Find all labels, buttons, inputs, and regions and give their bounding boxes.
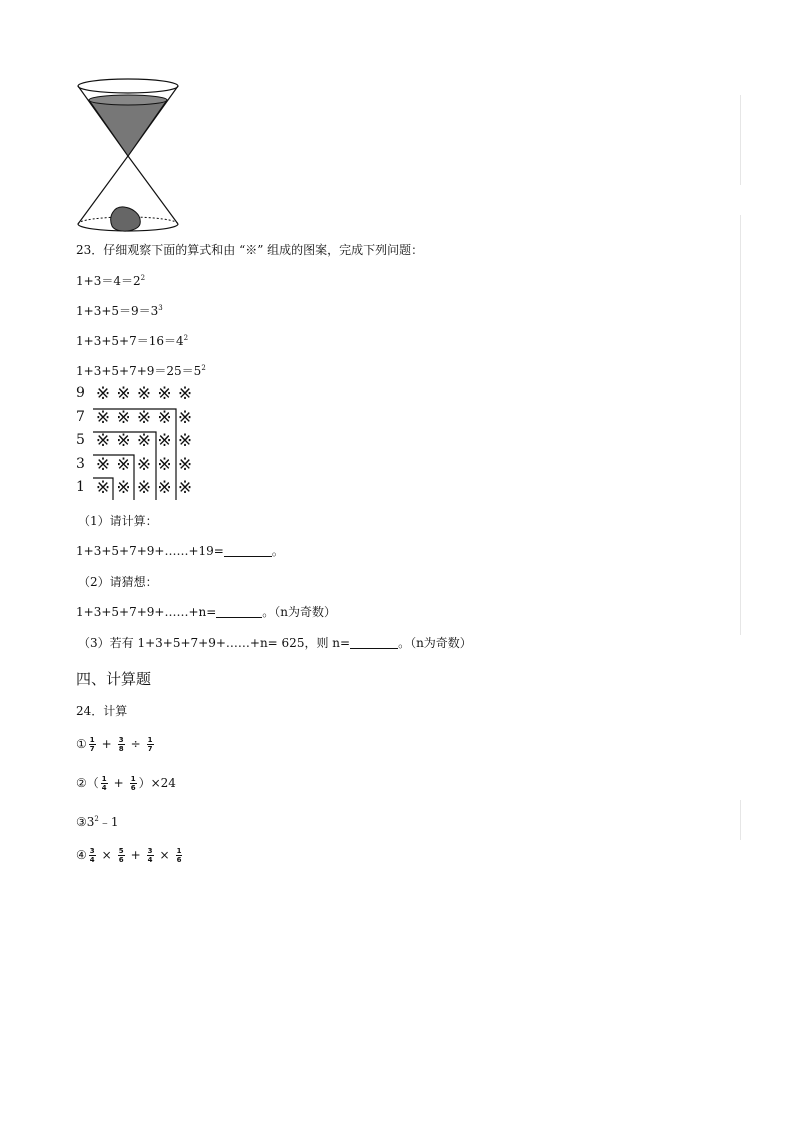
pattern-symbol: ※: [157, 407, 172, 428]
part1-question: 1+3+5+7+9+……+19= 。: [76, 544, 284, 558]
page-edge-line: [740, 800, 741, 840]
section-heading: 四、计算题: [76, 670, 152, 688]
page-edge-line: [740, 95, 741, 185]
pattern-symbol: ※: [136, 454, 152, 475]
equation-3: $1+3+5+7=16=4^2$: [76, 334, 189, 348]
pattern-symbol: ※: [116, 431, 131, 451]
pattern-row-label: 5: [76, 432, 85, 448]
pattern-symbol: ※: [177, 384, 193, 404]
pattern-symbol: ※: [95, 407, 111, 428]
q23-stem: 23．仔细观察下面的算式和由 “※” 组成的图案，完成下列问题：: [76, 243, 424, 257]
answer-blank[interactable]: [350, 637, 398, 649]
part2-question: 1+3+5+7+9+……+n= 。（n为奇数）: [76, 605, 337, 619]
calc-item-1: ① $\frac{1}{7}$ + $\frac{3}{8}$ ÷ $\frac{1}{7}$: [76, 735, 153, 753]
pattern-symbol: ※: [136, 478, 152, 498]
equation-4: $1+3+5+7+9=25=5^2$: [76, 364, 206, 378]
pattern-row-label: 9: [76, 385, 85, 401]
pattern-symbol: ※: [136, 384, 152, 404]
pattern-symbol: ※: [177, 478, 193, 498]
fraction: $\frac{3}{4}$: [147, 846, 153, 864]
pattern-symbol: ※: [157, 431, 172, 451]
fraction: $\frac{3}{8}$: [118, 735, 124, 753]
calc-item-4: ④ $\frac{3}{4}$ × $\frac{5}{6}$ + $\frac{3}{4}$ × $\frac{1}{6}$: [76, 846, 182, 864]
answer-blank[interactable]: [224, 545, 272, 557]
fraction: $\frac{1}{6}$: [130, 774, 136, 792]
pattern-symbol: ※: [116, 478, 131, 498]
pattern-symbol: ※: [177, 431, 193, 451]
part2-label: （2）请猜想：: [78, 575, 158, 589]
calc-item-3: $③3^2﹣1$: [76, 815, 119, 829]
pattern-symbol: ※: [136, 431, 152, 451]
part3-question: （3）若有 1+3+5+7+9+……+n= 625，则 n= 。（n为奇数）: [78, 636, 472, 650]
pattern-symbol: ※: [95, 454, 111, 475]
pattern-symbol: ※: [157, 478, 172, 498]
page-edge-line: [740, 215, 741, 635]
equation-1: $1+3=4=2^2$: [76, 274, 146, 288]
calc-item-2: ② （ $\frac{1}{4}$ + $\frac{1}{6}$ ） ×24: [76, 774, 176, 792]
q24-title: 24．计算: [76, 704, 128, 718]
pattern-symbol: ※: [95, 384, 111, 404]
pattern-symbol: ※: [95, 431, 111, 451]
pattern-symbol: ※: [116, 407, 131, 428]
double-cone-figure: [74, 74, 184, 236]
pattern-symbol: ※: [177, 407, 193, 428]
fraction: $\frac{3}{4}$: [89, 846, 95, 864]
pattern-row-label: 7: [76, 408, 85, 425]
pattern-symbol: ※: [177, 454, 193, 475]
pattern-symbol: ※: [95, 478, 111, 498]
fraction: $\frac{1}{7}$: [147, 735, 153, 753]
part1-label: （1）请计算：: [78, 514, 158, 528]
fraction: $\frac{1}{6}$: [176, 846, 182, 864]
fraction: $\frac{1}{4}$: [101, 774, 107, 792]
pattern-row-label: 3: [76, 455, 85, 472]
fraction: $\frac{5}{6}$: [118, 846, 124, 864]
equation-2: $1+3+5=9=3^3$: [76, 304, 163, 318]
pattern-symbol: ※: [136, 407, 152, 428]
pattern-symbol: ※: [116, 384, 131, 404]
pattern-symbol: ※: [116, 454, 131, 475]
fraction: $\frac{1}{7}$: [89, 735, 95, 753]
pattern-symbol: ※: [157, 384, 172, 404]
pattern-divider-lines: [76, 382, 206, 502]
answer-blank[interactable]: [216, 606, 262, 618]
pattern-symbol: ※: [157, 454, 172, 475]
pattern-row-label: 1: [76, 479, 85, 495]
